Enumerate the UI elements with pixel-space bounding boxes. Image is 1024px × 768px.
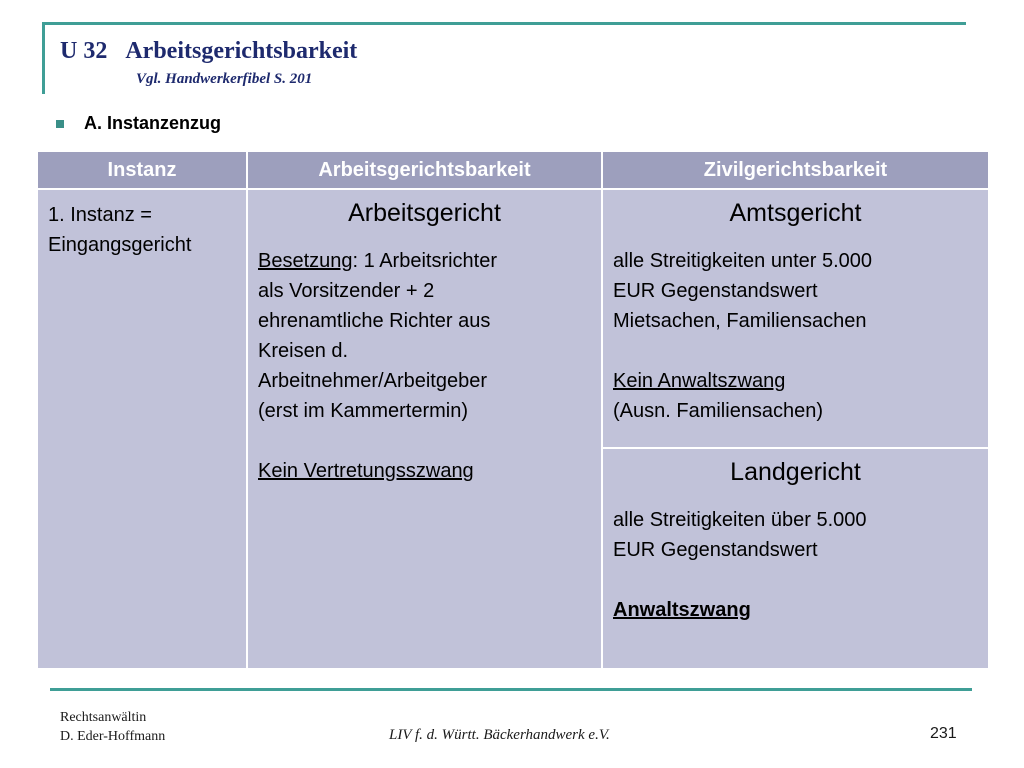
header-zivilgerichtsbarkeit: Zivilgerichtsbarkeit (602, 151, 989, 189)
amts-note: Kein Anwaltszwang (613, 370, 786, 392)
square-bullet-icon (56, 120, 64, 128)
amts-line: alle Streitigkeiten unter 5.000 (613, 250, 873, 272)
ag-line: als Vorsitzender + 2 (258, 280, 435, 302)
ag-note: Kein Vertretungsszwang (258, 460, 474, 482)
footer-divider (50, 688, 972, 691)
amts-line: EUR Gegenstandswert (613, 280, 818, 302)
besetzung-label: Besetzung (258, 250, 353, 272)
title-frame-top (44, 22, 966, 25)
instanz-line: 1. Instanz = (48, 204, 152, 226)
cell-arbeitsgericht (247, 189, 602, 669)
court-title-amtsgericht: Amtsgericht (729, 199, 862, 227)
besetzung-line (258, 246, 591, 276)
land-line: EUR Gegenstandswert (613, 539, 818, 562)
footer-organization: LIV f. d. Württ. Bäckerhandwerk e.V. (389, 727, 610, 743)
cell-amtsgericht (602, 189, 989, 448)
header-arbeitsgerichtsbarkeit: Arbeitsgerichtsbarkeit (247, 151, 602, 189)
header-instanz: Instanz (37, 151, 247, 189)
amts-line: Mietsachen, Familiensachen (613, 310, 867, 332)
ag-line: Kreisen d. (258, 340, 349, 362)
cell-instanz (37, 189, 247, 669)
title-number: U 32 (60, 38, 108, 64)
footer-author-line: D. Eder-Hoffmann (60, 729, 166, 744)
footer-author (60, 708, 165, 746)
page-subtitle: Vgl. Handwerkerfibel S. 201 (136, 71, 313, 87)
bullet-text: A. Instanzenzug (84, 113, 222, 133)
title-text: Arbeitsgerichtsbarkeit (125, 38, 358, 64)
court-title-arbeitsgericht: Arbeitsgericht (348, 199, 501, 227)
cell-landgericht (602, 448, 989, 669)
bullet-item (56, 113, 221, 134)
spacer (613, 565, 978, 595)
ag-line: ehrenamtliche Richter aus (258, 310, 491, 332)
footer-author-line: Rechtsanwältin (60, 710, 147, 725)
ag-line: Arbeitnehmer/Arbeitgeber (258, 370, 488, 392)
ag-line: (erst im Kammertermin) (258, 400, 469, 422)
page-title (60, 38, 357, 65)
spacer (613, 336, 978, 366)
land-note: Anwaltszwang (613, 599, 751, 622)
title-frame-left (42, 22, 45, 94)
spacer (258, 426, 591, 456)
court-table (36, 150, 990, 670)
instanz-line: Eingangsgericht (48, 234, 192, 256)
page-number: 231 (930, 725, 957, 742)
table-row (37, 189, 989, 448)
besetzung-text: : 1 Arbeitsrichter (352, 250, 498, 272)
table-header-row (37, 151, 989, 189)
land-line: alle Streitigkeiten über 5.000 (613, 509, 867, 532)
amts-note-extra: (Ausn. Familiensachen) (613, 400, 824, 422)
court-title-landgericht: Landgericht (730, 458, 861, 487)
